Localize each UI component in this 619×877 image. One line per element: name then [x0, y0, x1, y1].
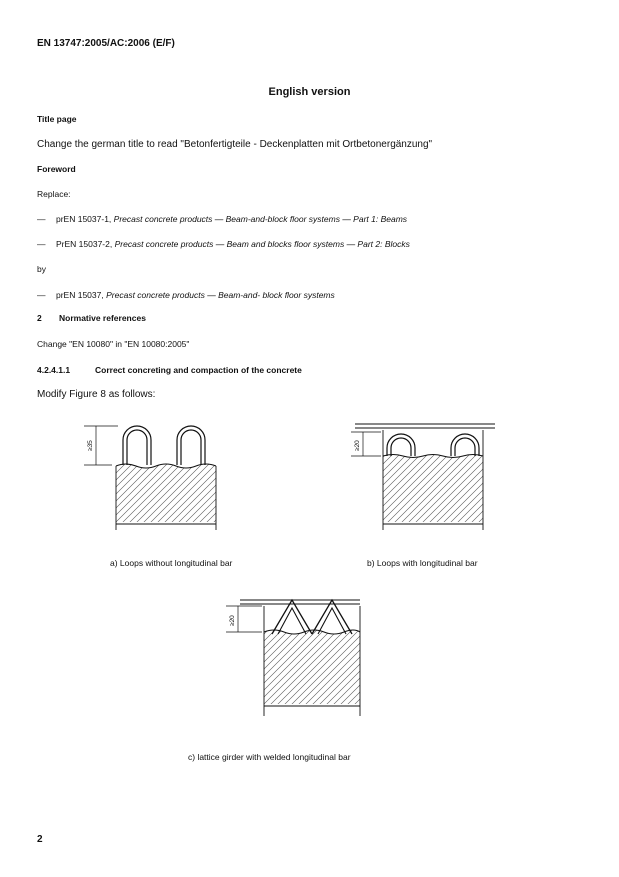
by-label: by	[37, 264, 46, 274]
figure-a-diagram	[80, 418, 230, 533]
figure-c-dimension: ≥20	[229, 615, 236, 626]
section-2-number: 2	[37, 313, 42, 323]
version-title: English version	[268, 86, 351, 98]
document-header: EN 13747:2005/AC:2006 (E/F)	[37, 38, 175, 49]
title-page-text: Change the german title to read "Betonfertigteile - Deckenplatten mit Ortbetonergänzung"	[37, 139, 433, 150]
figure-a-caption: a) Loops without longitudinal bar	[110, 558, 233, 568]
list-item-title: Precast concrete products — Beam-and- block floor systems	[106, 290, 335, 300]
figure-c-caption: c) lattice girder with welded longitudinal bar	[188, 752, 351, 762]
figure-b-diagram	[345, 418, 505, 533]
list-item-title: Precast concrete products — Beam and blocks floor systems — Part 2: Blocks	[114, 239, 410, 249]
figure-a-dimension: ≥35	[87, 440, 94, 451]
list-item	[37, 239, 410, 249]
list-dash: —	[37, 290, 46, 300]
section-2-heading	[37, 313, 146, 323]
section-4-heading	[37, 365, 302, 375]
list-item-ref: PrEN 15037-2,	[56, 239, 113, 249]
page-number: 2	[37, 834, 43, 845]
list-dash: —	[37, 214, 46, 224]
figure-c-diagram	[222, 592, 372, 722]
list-item-ref: prEN 15037-1,	[56, 214, 112, 224]
list-item-ref: prEN 15037,	[56, 290, 104, 300]
replace-label: Replace:	[37, 189, 71, 199]
list-item-title: Precast concrete products — Beam-and-block floor systems — Part 1: Beams	[113, 214, 408, 224]
figure-b-caption: b) Loops with longitudinal bar	[367, 558, 478, 568]
section-2-text: Change "EN 10080" in "EN 10080:2005"	[37, 339, 190, 349]
title-page-heading: Title page	[37, 114, 77, 124]
section-4-number: 4.2.4.1.1	[37, 365, 71, 375]
list-dash: —	[37, 239, 46, 249]
list-item	[37, 214, 407, 224]
section-2-title: Normative references	[59, 313, 146, 323]
section-4-text: Modify Figure 8 as follows:	[37, 389, 156, 400]
foreword-heading: Foreword	[37, 164, 76, 174]
figure-b-dimension: ≥20	[354, 440, 361, 451]
list-item	[37, 290, 335, 300]
section-4-title: Correct concreting and compaction of the concrete	[95, 365, 302, 375]
